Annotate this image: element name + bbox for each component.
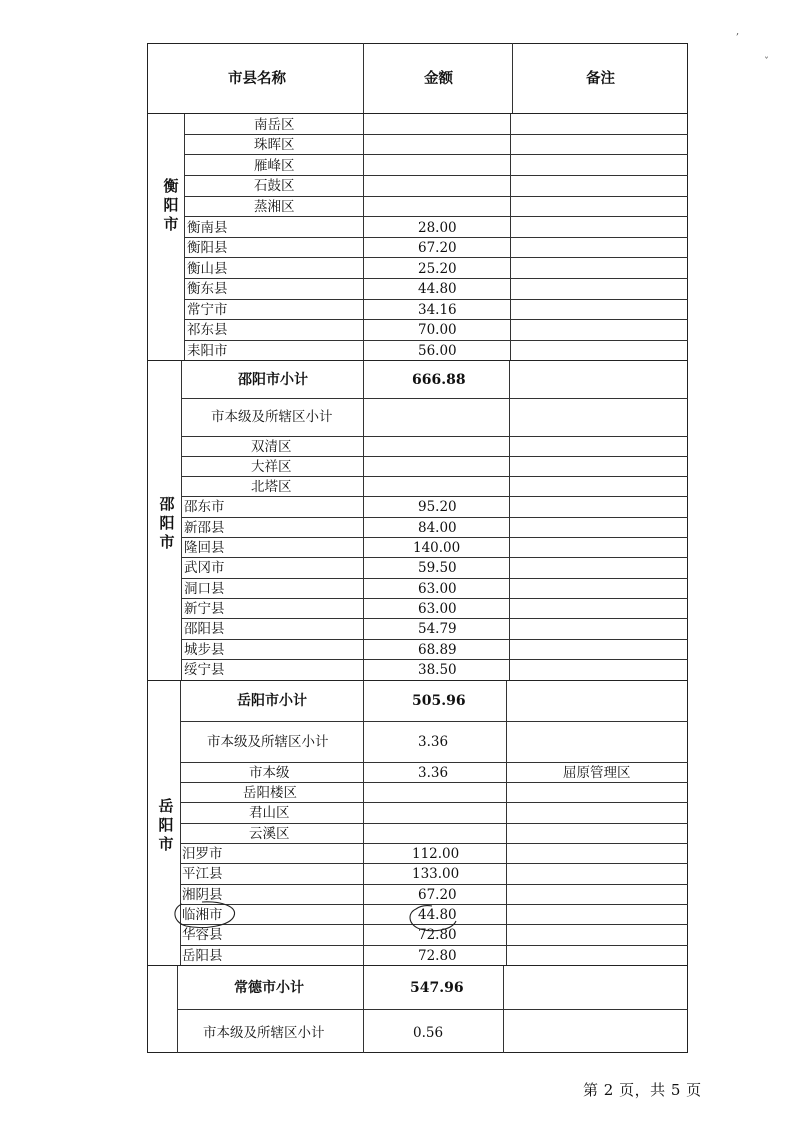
level-subtotal-amount: 0.56 (413, 1025, 444, 1041)
amount-value: 34.16 (418, 302, 457, 318)
table-grid (181, 398, 688, 399)
table-grid (180, 721, 688, 722)
amount-value: 68.89 (418, 642, 457, 658)
amount-value: 54.79 (418, 621, 457, 637)
county-name: 绥宁县 (184, 662, 225, 678)
district-name: 双清区 (251, 439, 292, 455)
county-name: 武冈市 (184, 560, 225, 576)
level-subtotal-label: 市本级及所辖区小计 (211, 409, 333, 425)
table-grid (180, 762, 688, 763)
table-grid (180, 823, 688, 824)
table-grid (363, 43, 364, 113)
header-note: 备注 (586, 70, 615, 87)
table-grid (180, 884, 688, 885)
table-grid (180, 843, 688, 844)
county-name: 衡阳县 (187, 240, 228, 256)
county-name: 邵阳县 (184, 621, 225, 637)
subtotal-amount: 547.96 (410, 980, 464, 996)
table-grid (180, 863, 688, 864)
amount-value: 63.00 (418, 581, 457, 597)
district-name: 石鼓区 (254, 178, 295, 194)
subtotal-label: 岳阳市小计 (237, 693, 307, 709)
amount-value: 84.00 (418, 520, 457, 536)
table-grid (181, 578, 688, 579)
table-grid (184, 278, 688, 279)
table-grid (184, 257, 688, 258)
table-grid (181, 456, 688, 457)
table-grid (180, 945, 688, 946)
county-name: 隆回县 (184, 540, 225, 556)
table-grid (181, 557, 688, 558)
county-name: 新邵县 (184, 520, 225, 536)
table-grid (184, 340, 688, 341)
table-grid (184, 237, 688, 238)
amount-value: 59.50 (418, 560, 457, 576)
amount-value: 28.00 (418, 220, 457, 236)
city-label-yueyang (153, 797, 179, 854)
table-grid (147, 113, 688, 114)
county-name: 祁东县 (187, 322, 228, 338)
amount-value: 140.00 (413, 540, 461, 556)
table-grid (184, 299, 688, 300)
table-grid (184, 196, 688, 197)
city-label-hengyang (158, 177, 184, 234)
table-grid (184, 216, 688, 217)
subtotal-amount: 666.88 (412, 372, 466, 388)
county-name: 邵东市 (184, 499, 225, 515)
table-grid (180, 802, 688, 803)
county-name: 耒阳市 (187, 343, 228, 359)
page-number: 第 2 页，共 5 页 (583, 1081, 702, 1099)
county-name: 新宁县 (184, 601, 225, 617)
table-grid (181, 639, 688, 640)
district-name: 珠晖区 (254, 137, 295, 153)
table-grid (181, 618, 688, 619)
district-name: 南岳区 (254, 117, 295, 133)
level-subtotal-label: 市本级及所辖区小计 (203, 1025, 325, 1041)
city-name: 邵 阳 市 (159, 495, 175, 551)
amount-value: 72.80 (418, 927, 457, 943)
subtotal-label: 邵阳市小计 (238, 372, 308, 388)
county-name: 汨罗市 (182, 846, 223, 862)
table-grid (509, 360, 510, 680)
amount-value: 63.00 (418, 601, 457, 617)
city-name: 衡 阳 市 (163, 177, 179, 233)
amount-value: 72.80 (418, 948, 457, 964)
county-name: 岳阳县 (182, 948, 223, 964)
district-name: 北塔区 (251, 479, 292, 495)
county-name: 平江县 (182, 866, 223, 882)
amount-value: 95.20 (418, 499, 457, 515)
county-name: 常宁市 (187, 302, 228, 318)
district-name: 岳阳楼区 (243, 785, 297, 801)
handwritten-circle-mark (168, 898, 240, 932)
table-grid (181, 517, 688, 518)
district-name: 云溪区 (249, 826, 290, 842)
amount-value: 25.20 (418, 261, 457, 277)
table-grid (147, 965, 688, 966)
district-name: 大祥区 (251, 459, 292, 475)
table-grid (184, 319, 688, 320)
table-grid (181, 360, 182, 680)
level-subtotal-label: 市本级及所辖区小计 (207, 734, 329, 750)
level-subtotal-amount: 3.36 (418, 734, 449, 750)
county-name: 华容县 (182, 927, 223, 943)
table-grid (177, 1009, 688, 1010)
header-name: 市县名称 (228, 70, 286, 87)
subtotal-amount: 505.96 (412, 693, 466, 709)
amount-value: 44.80 (418, 907, 457, 923)
table-grid (512, 43, 513, 113)
amount-value: 3.36 (418, 765, 449, 781)
table-grid (363, 360, 364, 680)
county-name: 衡东县 (187, 281, 228, 297)
district-name: 市本级 (249, 765, 290, 781)
district-name: 蒸湘区 (254, 199, 295, 215)
city-label-shaoyang (154, 495, 180, 552)
header-amount: 金额 (424, 70, 453, 87)
handwritten-circle-mark (404, 903, 460, 937)
scan-mark: ˇ (764, 57, 769, 68)
table-grid (180, 782, 688, 783)
amount-value: 67.20 (418, 240, 457, 256)
amount-value: 133.00 (412, 866, 460, 882)
table-grid (181, 659, 688, 660)
county-name: 衡南县 (187, 220, 228, 236)
scan-mark: , (736, 26, 740, 37)
table-grid (181, 496, 688, 497)
county-name: 洞口县 (184, 581, 225, 597)
amount-value: 38.50 (418, 662, 457, 678)
city-name: 岳 阳 市 (158, 797, 174, 853)
district-name: 君山区 (249, 805, 290, 821)
table-grid (184, 134, 688, 135)
table-grid (181, 436, 688, 437)
county-name: 湘阴县 (182, 887, 223, 903)
county-name: 城步县 (184, 642, 225, 658)
table-grid (184, 154, 688, 155)
table-grid (181, 537, 688, 538)
amount-value: 70.00 (418, 322, 457, 338)
amount-value: 56.00 (418, 343, 457, 359)
table-grid (181, 598, 688, 599)
subtotal-label: 常德市小计 (234, 980, 304, 996)
table-grid (147, 360, 688, 361)
county-name: 临湘市 (182, 907, 223, 923)
amount-value: 112.00 (412, 846, 460, 862)
table-grid (181, 476, 688, 477)
note-value: 屈原管理区 (563, 765, 631, 781)
amount-value: 44.80 (418, 281, 457, 297)
table-grid (147, 680, 688, 681)
table-grid (184, 175, 688, 176)
amount-value: 67.20 (418, 887, 457, 903)
district-name: 雁峰区 (254, 158, 295, 174)
county-name: 衡山县 (187, 261, 228, 277)
